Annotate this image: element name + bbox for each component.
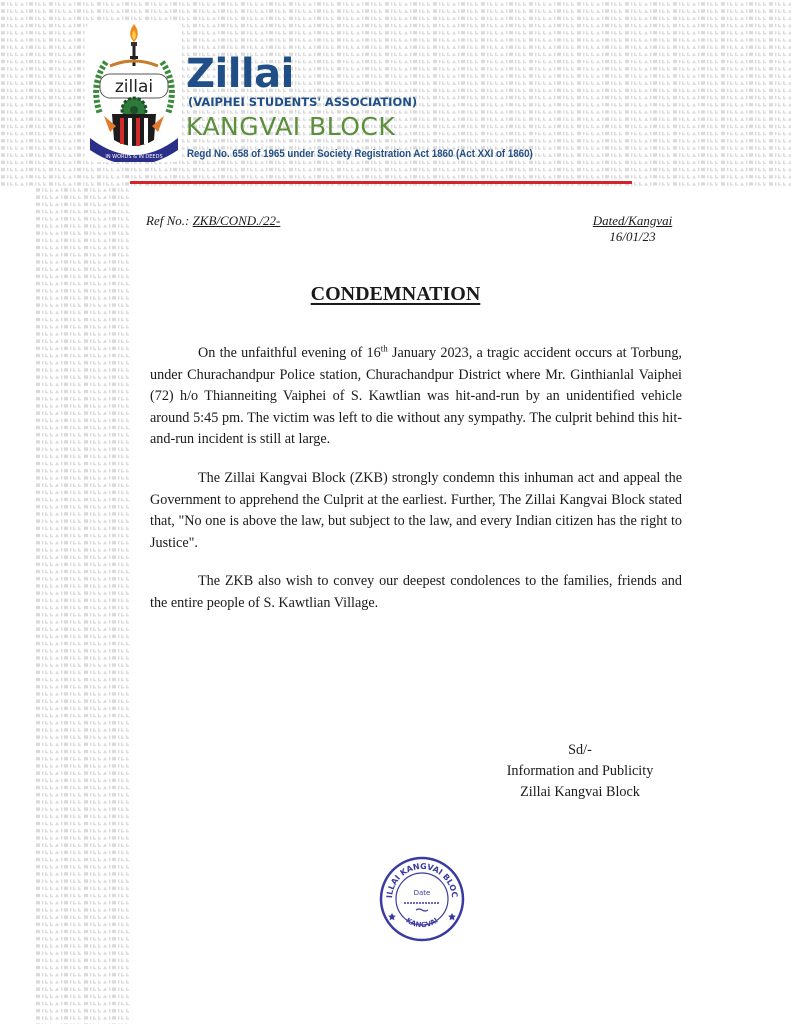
logo-motto: IN WORDS & IN DEEDS	[105, 154, 163, 160]
ref-label: Ref No.:	[146, 213, 190, 228]
p1-superscript: th	[380, 343, 388, 354]
p1-text-a: On the unfaithful evening of 16	[198, 345, 381, 361]
zillai-logo	[86, 22, 182, 162]
registration-line: Regd No. 658 of 1965 under Society Registration Act 1860 (Act XXI of 1860)	[187, 148, 533, 160]
organization-name: Zillai	[186, 51, 294, 97]
p1-text-b: January 2023, a tragic accident occurs at Torbung, under Churachandpur Police station, Churachandpur District where Mr. Ginthianlal Vaiphei (72) h/o Thianneiting Vaiphei of S. Kawtlian was hit-and-run by an unidentified vehicle around 5:45 pm. The victim was left to die without any sympathy. The culprit behind this hit-and-run incident is still at large.	[150, 345, 682, 448]
signature-sd: Sd/-	[568, 742, 592, 758]
dated-label: Dated/Kangvai	[592, 213, 673, 228]
document-title	[0, 283, 791, 306]
logo-text: zillai	[114, 77, 154, 97]
signature-block	[480, 740, 680, 803]
signature-line-2: Zillai Kangvai Block	[520, 784, 640, 800]
stamp-top-text: ILLAI KANGVAI BLOC	[384, 861, 460, 899]
svg-text:KANGVAI	[404, 916, 439, 929]
stamp-date-label: Date	[413, 889, 431, 897]
watermark-sidebar	[35, 186, 131, 1024]
header-divider	[130, 181, 632, 184]
stamp-bottom-text: KANGVAI	[404, 916, 440, 930]
title-text: CONDEMNATION	[310, 283, 481, 305]
ref-value: ZKB/COND./22-	[192, 213, 281, 228]
official-stamp	[378, 855, 466, 943]
date-value: 16/01/23	[609, 229, 656, 244]
paragraph-condemnation: The Zillai Kangvai Block (ZKB) strongly condemn this inhuman act and appeal the Government to apprehend the Culprit at the earliest. Further, The Zillai Kangvai Block stated that, "No one is above the law, but subject to the law, and every Indian citizen has the right to Justice".	[150, 470, 682, 551]
paragraph-condolences: The ZKB also wish to convey our deepest condolences to the families, friends and the entire people of S. Kawtlian Village.	[150, 573, 682, 611]
block-name: KANGVAI BLOCK	[186, 112, 396, 141]
paragraph-incident	[150, 343, 682, 451]
association-name: (VAIPHEI STUDENTS' ASSOCIATION)	[188, 95, 418, 109]
signature-line-1: Information and Publicity	[506, 763, 654, 779]
reference-number	[146, 213, 280, 229]
date-block	[580, 213, 685, 245]
